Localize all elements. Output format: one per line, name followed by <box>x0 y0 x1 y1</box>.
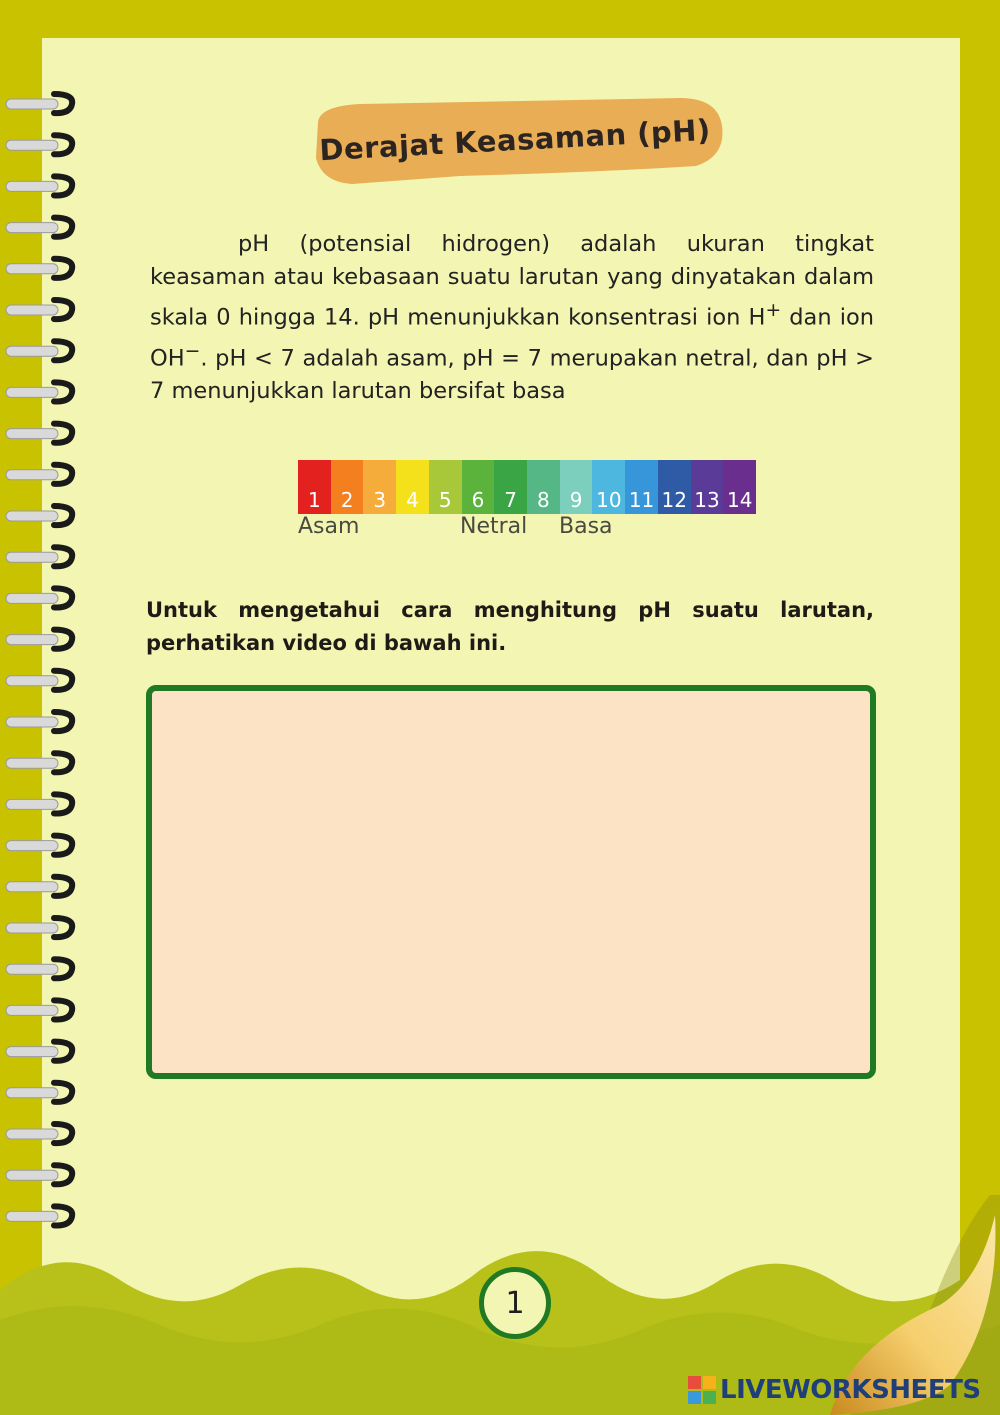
video-instruction: Untuk mengetahui cara menghitung pH suatu larutan, perhatikan video di bawah ini. <box>146 598 874 655</box>
spiral-ring <box>6 588 72 607</box>
spiral-ring <box>6 877 72 896</box>
spiral-ring <box>6 918 72 937</box>
spiral-ring <box>6 424 72 443</box>
liveworksheets-logo-icon <box>688 1376 716 1404</box>
spiral-ring <box>6 547 72 566</box>
spiral-ring <box>6 1206 72 1225</box>
ph-cell-2: 2 <box>331 460 364 514</box>
intro-paragraph: pH (potensial hidrogen) adalah ukuran tingkat keasaman atau kebasaan suatu larutan yang dinyatakan dalam skala 0 hingga 14. pH menunjukkan konsentrasi ion H+ dan ion OH−. pH < 7 adalah asam, pH = 7 merupakan netral, dan pH > 7 menunjukkan larutan bersifat basa <box>150 231 874 404</box>
spiral-ring <box>6 259 72 278</box>
spiral-ring <box>6 671 72 690</box>
ph-cell-10: 10 <box>592 460 625 514</box>
video-placeholder[interactable] <box>146 685 876 1079</box>
spiral-ring <box>6 1124 72 1143</box>
liveworksheets-watermark <box>688 1372 981 1408</box>
ph-cell-1: 1 <box>298 460 331 514</box>
page-title: Derajat Keasaman (pH) <box>318 112 712 168</box>
spiral-ring <box>6 1000 72 1019</box>
spiral-ring <box>6 176 72 195</box>
ph-cell-7: 7 <box>494 460 527 514</box>
title-badge <box>300 92 730 188</box>
watermark-text: LIVEWORKSHEETS <box>720 1375 981 1405</box>
spiral-ring <box>6 135 72 154</box>
ph-scale-bar <box>298 460 756 514</box>
scale-label-base: Basa <box>559 514 613 539</box>
spiral-ring <box>6 630 72 649</box>
spiral-ring <box>6 465 72 484</box>
spiral-ring <box>6 94 72 113</box>
ph-cell-13: 13 <box>691 460 724 514</box>
spiral-ring <box>6 382 72 401</box>
spiral-ring <box>6 836 72 855</box>
spiral-binding <box>0 0 90 1415</box>
spiral-ring <box>6 753 72 772</box>
scale-label-neutral: Netral <box>460 514 528 539</box>
ph-cell-3: 3 <box>363 460 396 514</box>
ph-cell-11: 11 <box>625 460 658 514</box>
spiral-ring <box>6 341 72 360</box>
spiral-ring <box>6 506 72 525</box>
spiral-ring <box>6 1042 72 1061</box>
spiral-ring <box>6 1165 72 1184</box>
ph-cell-6: 6 <box>462 460 495 514</box>
spiral-ring <box>6 794 72 813</box>
page-number: 1 <box>479 1267 551 1339</box>
ph-cell-5: 5 <box>429 460 462 514</box>
spiral-ring <box>6 218 72 237</box>
ph-cell-8: 8 <box>527 460 560 514</box>
spiral-ring <box>6 300 72 319</box>
ph-cell-4: 4 <box>396 460 429 514</box>
scale-label-acid: Asam <box>298 514 360 539</box>
ph-cell-14: 14 <box>723 460 756 514</box>
spiral-ring <box>6 959 72 978</box>
spiral-ring <box>6 712 72 731</box>
ph-cell-9: 9 <box>560 460 593 514</box>
ph-cell-12: 12 <box>658 460 691 514</box>
spiral-ring <box>6 1083 72 1102</box>
